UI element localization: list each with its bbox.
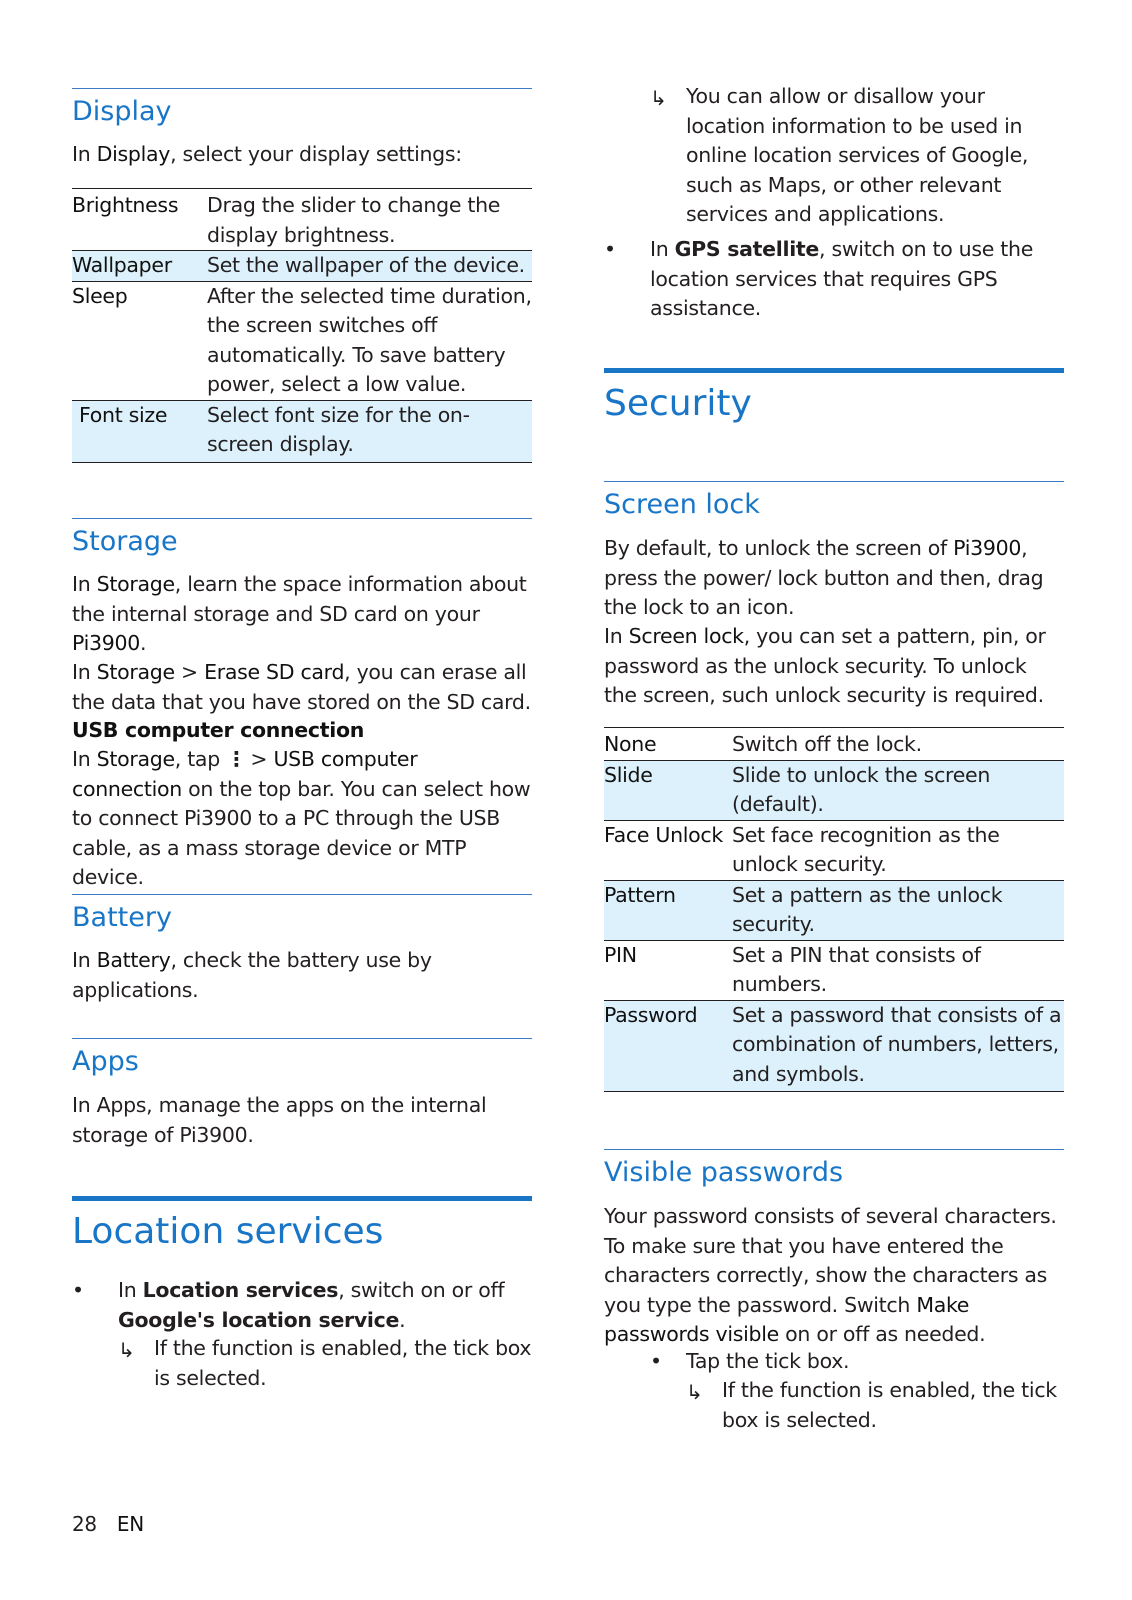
option-description: Set a pattern as the unlock security.: [732, 880, 1064, 940]
option-name: Face Unlock: [604, 822, 723, 847]
display-heading: [72, 88, 532, 129]
usb-connection-paragraph: In Storage, tap ⋮ > USB computer connection on the top bar. You can select how to connect Pi3900 to a PC through the USB cable, as a mass storage device or MTP device.: [72, 747, 531, 889]
bullet-icon: •: [72, 1278, 84, 1302]
visible-passwords-bullet-text: Tap the tick box.: [686, 1349, 850, 1373]
table-row: [604, 760, 1064, 820]
storage-heading: [72, 518, 532, 559]
screen-lock-heading: [604, 481, 1064, 522]
visible-passwords-result-text: If the function is enabled, the tick box is selected.: [722, 1378, 1057, 1432]
storage-erase-paragraph: In Storage > Erase SD card, you can erase all the data that you have stored on the SD card.: [72, 660, 531, 714]
option-name: None: [604, 732, 657, 756]
menu-overflow-icon: ⋮: [226, 747, 247, 771]
security-heading: [604, 368, 1064, 427]
location-services-heading: [72, 1196, 532, 1255]
apps-paragraph: In Apps, manage the apps on the internal storage of Pi3900.: [72, 1093, 487, 1147]
table-row: [604, 728, 1064, 761]
page-number: 28: [72, 1512, 97, 1536]
visible-passwords-bullet: [650, 1347, 1064, 1377]
option-description: Set face recognition as the unlock security.: [732, 822, 1000, 876]
table-row: [604, 1000, 1064, 1092]
option-description: Switch off the lock.: [732, 732, 922, 756]
option-name: Wallpaper: [72, 251, 207, 282]
result-arrow-icon: ↳: [650, 86, 667, 110]
usb-connection-subheading: USB computer connection: [72, 718, 365, 742]
bullet-icon: •: [604, 237, 616, 261]
result-arrow-icon: ↳: [118, 1338, 135, 1362]
gps-bullet: [604, 235, 1064, 325]
table-row: [72, 189, 532, 251]
option-name: Pattern: [604, 880, 732, 940]
location-privacy-text: You can allow or disallow your location information to be used in online location services of Google, such as Maps, or other relevant services and applications.: [686, 84, 1029, 226]
option-name: Brightness: [72, 193, 179, 217]
option-description: Select font size for the on-screen display.: [207, 400, 532, 462]
table-row: [72, 281, 532, 400]
table-row: [72, 251, 532, 282]
table-row: [604, 880, 1064, 940]
apps-heading: [72, 1038, 532, 1079]
gps-bullet-text: In GPS satellite, switch on to use the location services that requires GPS assistance.: [650, 237, 1034, 320]
screen-lock-options-paragraph: In Screen lock, you can set a pattern, pin, or password as the unlock security. To unlock the screen, such unlock security is required.: [604, 624, 1046, 707]
visible-passwords-heading-text: Visible passwords: [604, 1157, 844, 1188]
location-result: [118, 1334, 532, 1394]
screen-lock-default-paragraph: By default, to unlock the screen of Pi3900, press the power/ lock button and then, drag the lock to an icon.: [604, 536, 1044, 619]
option-name: Font size: [72, 400, 207, 462]
location-services-heading-text: Location services: [72, 1211, 384, 1252]
visible-passwords-paragraph: Your password consists of several characters. To make sure that you have entered the characters correctly, show the characters as you type the password. Switch Make passwords visible on or off as needed.: [604, 1204, 1057, 1346]
bullet-icon: •: [650, 1349, 662, 1373]
storage-heading-text: Storage: [72, 526, 178, 557]
result-arrow-icon: ↳: [686, 1380, 703, 1404]
screen-lock-table: [604, 727, 1064, 1092]
display-heading-text: Display: [72, 96, 172, 127]
option-name: Sleep: [72, 283, 128, 308]
language-code: EN: [116, 1512, 144, 1536]
visible-passwords-result: [686, 1376, 1064, 1436]
table-row: [72, 400, 532, 462]
location-result-text: If the function is enabled, the tick box is selected.: [154, 1336, 532, 1390]
option-description: Drag the slider to change the display brightness.: [207, 193, 501, 247]
apps-heading-text: Apps: [72, 1046, 139, 1077]
option-name: PIN: [604, 942, 637, 967]
option-name: Slide: [604, 760, 732, 820]
location-bullet-text: In Location services, switch on or off Google's location service.: [118, 1278, 505, 1332]
battery-heading-text: Battery: [72, 902, 172, 933]
option-name: Password: [604, 1000, 732, 1092]
battery-paragraph: In Battery, check the battery use by applications.: [72, 948, 432, 1002]
display-settings-table: [72, 188, 532, 463]
visible-passwords-heading: [604, 1149, 1064, 1190]
location-bullet: [72, 1276, 532, 1336]
option-description: Set a password that consists of a combination of numbers, letters, and symbols.: [732, 1000, 1064, 1092]
table-row: [604, 820, 1064, 880]
option-description: Set the wallpaper of the device.: [207, 251, 532, 282]
option-description: After the selected time duration, the screen switches off automatically. To save battery power, select a low value.: [207, 283, 532, 396]
option-description: Slide to unlock the screen (default).: [732, 760, 1064, 820]
table-row: [604, 940, 1064, 1000]
display-intro: In Display, select your display settings:: [72, 142, 462, 166]
screen-lock-heading-text: Screen lock: [604, 489, 760, 520]
battery-heading: [72, 894, 532, 935]
option-description: Set a PIN that consists of numbers.: [732, 942, 981, 996]
page-footer: [72, 1510, 144, 1540]
storage-info-paragraph: In Storage, learn the space information about the internal storage and SD card on your Pi3900.: [72, 572, 527, 655]
location-privacy-result: [650, 82, 1064, 232]
security-heading-text: Security: [604, 383, 752, 424]
